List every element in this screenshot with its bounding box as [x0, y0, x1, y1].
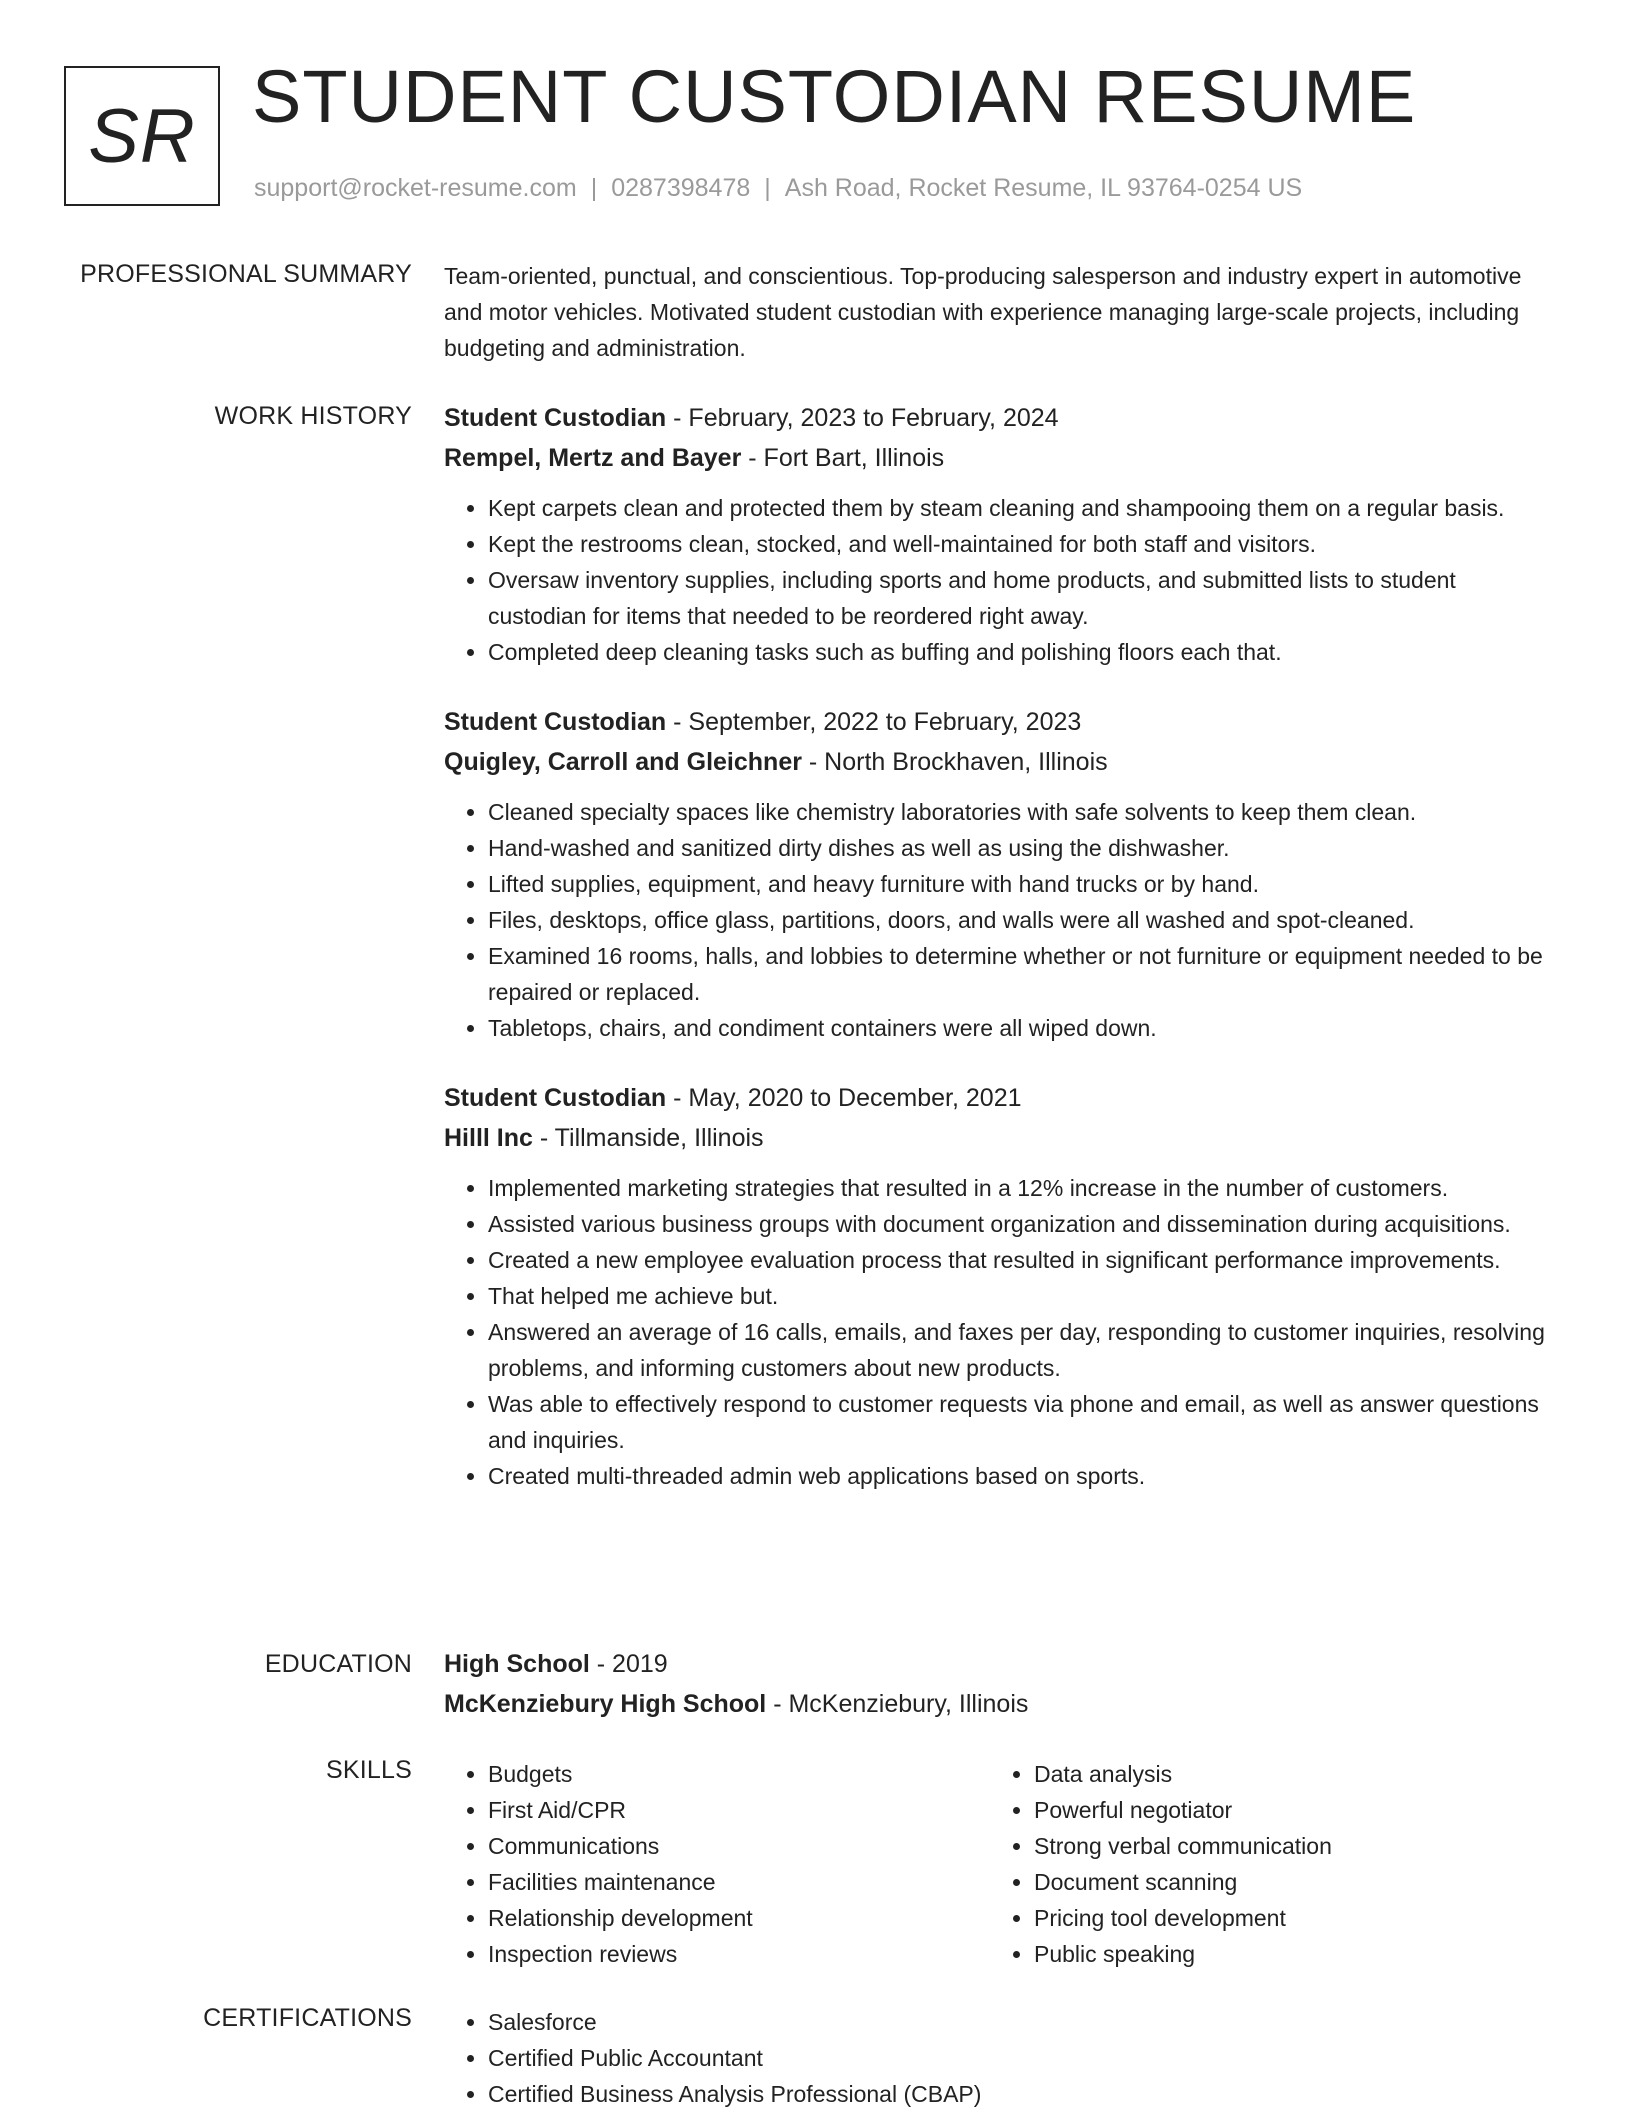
skill-item: • Powerful negotiator	[1034, 1792, 1536, 1828]
job-bullets	[444, 490, 1556, 670]
job-bullet: • Implemented marketing strategies that resulted in a 12% increase in the number of customers.	[488, 1170, 1556, 1206]
certification-item: • Salesforce	[488, 2004, 1556, 2040]
job-bullet: • Tabletops, chairs, and condiment containers were all wiped down.	[488, 1010, 1556, 1046]
job-dates: - May, 2020 to December, 2021	[666, 1084, 1022, 1112]
job-bullet: • Oversaw inventory supplies, including sports and home products, and submitted lists to student custodian for items that needed to be reordered right away.	[488, 562, 1556, 634]
job-bullet: • Completed deep cleaning tasks such as buffing and polishing floors each that.	[488, 634, 1556, 670]
job-location: - North Brockhaven, Illinois	[801, 748, 1108, 776]
job-bullet: • Created a new employee evaluation process that resulted in significant performance improvements.	[488, 1242, 1556, 1278]
job-bullets	[444, 794, 1556, 1046]
job-company: Rempel, Mertz and Bayer	[444, 444, 742, 472]
job-company: Quigley, Carroll and Gleichner	[444, 748, 802, 776]
section-heading-skills: SKILLS	[326, 1756, 412, 1784]
work-history-body	[444, 398, 1556, 1526]
job-bullet: • Hand-washed and sanitized dirty dishes as well as using the dishwasher.	[488, 830, 1556, 866]
education-degree: High School	[444, 1650, 590, 1678]
skills-list	[444, 1756, 990, 1972]
job-bullet: • Lifted supplies, equipment, and heavy furniture with hand trucks or by hand.	[488, 866, 1556, 902]
contact-phone[interactable]: 0287398478	[611, 174, 751, 202]
job-bullet: • That helped me achieve but.	[488, 1278, 1556, 1314]
skill-item: • Data analysis	[1034, 1756, 1536, 1792]
summary-body	[444, 258, 1556, 366]
job-bullet: • Assisted various business groups with document organization and dissemination during acquisitions.	[488, 1206, 1556, 1242]
summary-text: Team-oriented, punctual, and conscientious. Top-producing salesperson and industry expert in automotive and motor vehicles. Motivated student custodian with experience managing large-scale projects, including budgeting and administration.	[444, 263, 1522, 361]
certification-item: • Certified Public Accountant	[488, 2040, 1556, 2076]
job-company: Hilll Inc	[444, 1124, 533, 1152]
education-degree-line	[444, 1644, 1556, 1684]
job-bullet: • Kept the restrooms clean, stocked, and well-maintained for both staff and visitors.	[488, 526, 1556, 562]
skills-column-right	[990, 1756, 1536, 1972]
job-title-line	[444, 1078, 1556, 1118]
job-entry	[444, 398, 1556, 670]
skill-item: • Pricing tool development	[1034, 1900, 1536, 1936]
job-bullets	[444, 1170, 1556, 1494]
job-bullet: • Files, desktops, office glass, partitions, doors, and walls were all washed and spot-cleaned.	[488, 902, 1556, 938]
resume-title: STUDENT CUSTODIAN RESUME	[252, 55, 1417, 138]
job-company-line	[444, 742, 1556, 782]
education-school: McKenziebury High School	[444, 1690, 767, 1718]
skill-item: • Facilities maintenance	[488, 1864, 990, 1900]
section-heading-certifications: CERTIFICATIONS	[203, 2004, 412, 2032]
certifications-body	[444, 2004, 1556, 2112]
job-bullet: • Examined 16 rooms, halls, and lobbies to determine whether or not furniture or equipment needed to be repaired or replaced.	[488, 938, 1556, 1010]
section-heading-work-history: WORK HISTORY	[214, 402, 412, 430]
job-dates: - September, 2022 to February, 2023	[666, 708, 1082, 736]
skill-item: • First Aid/CPR	[488, 1792, 990, 1828]
job-title: Student Custodian	[444, 404, 667, 432]
education-year: - 2019	[589, 1650, 668, 1678]
skill-item: • Communications	[488, 1828, 990, 1864]
job-bullet: • Answered an average of 16 calls, emails, and faxes per day, responding to customer inquiries, resolving problems, and informing customers about new products.	[488, 1314, 1556, 1386]
job-title-line	[444, 398, 1556, 438]
skill-item: • Relationship development	[488, 1900, 990, 1936]
education-school-line	[444, 1684, 1556, 1724]
section-heading-summary: PROFESSIONAL SUMMARY	[80, 260, 412, 288]
job-company-line	[444, 438, 1556, 478]
job-company-line	[444, 1118, 1556, 1158]
education-body	[444, 1644, 1556, 1724]
monogram-text: SR	[88, 93, 196, 179]
job-title: Student Custodian	[444, 708, 667, 736]
skill-item: • Document scanning	[1034, 1864, 1536, 1900]
job-bullet: • Was able to effectively respond to customer requests via phone and email, as well as answer questions and inquiries.	[488, 1386, 1556, 1458]
job-bullet: • Kept carpets clean and protected them by steam cleaning and shampooing them on a regular basis.	[488, 490, 1556, 526]
skill-item: • Inspection reviews	[488, 1936, 990, 1972]
job-title: Student Custodian	[444, 1084, 667, 1112]
skill-item: • Budgets	[488, 1756, 990, 1792]
contact-email[interactable]: support@rocket-resume.com	[254, 174, 577, 202]
education-location: - McKenziebury, Illinois	[766, 1690, 1029, 1718]
contact-address: Ash Road, Rocket Resume, IL 93764-0254 US	[784, 174, 1303, 202]
job-dates: - February, 2023 to February, 2024	[666, 404, 1059, 432]
skills-grid	[444, 1756, 1556, 1972]
skills-list	[990, 1756, 1536, 1972]
job-location: - Fort Bart, Illinois	[741, 444, 945, 472]
skill-item: • Strong verbal communication	[1034, 1828, 1536, 1864]
job-title-line	[444, 702, 1556, 742]
job-entry	[444, 1078, 1556, 1494]
skills-column-left	[444, 1756, 990, 1972]
certification-item: • Certified Business Analysis Professional (CBAP)	[488, 2076, 1556, 2112]
job-bullet: • Cleaned specialty spaces like chemistry laboratories with safe solvents to keep them clean.	[488, 794, 1556, 830]
job-entry	[444, 702, 1556, 1046]
job-bullet: • Created multi-threaded admin web applications based on sports.	[488, 1458, 1556, 1494]
contact-separator: |	[764, 174, 771, 202]
skill-item: • Public speaking	[1034, 1936, 1536, 1972]
monogram-badge	[64, 66, 220, 206]
section-heading-education: EDUCATION	[264, 1650, 412, 1678]
contact-separator: |	[590, 174, 598, 202]
contact-line	[254, 174, 1302, 203]
skills-body	[444, 1756, 1556, 1972]
certifications-list	[444, 2004, 1556, 2112]
job-location: - Tillmanside, Illinois	[532, 1124, 764, 1152]
